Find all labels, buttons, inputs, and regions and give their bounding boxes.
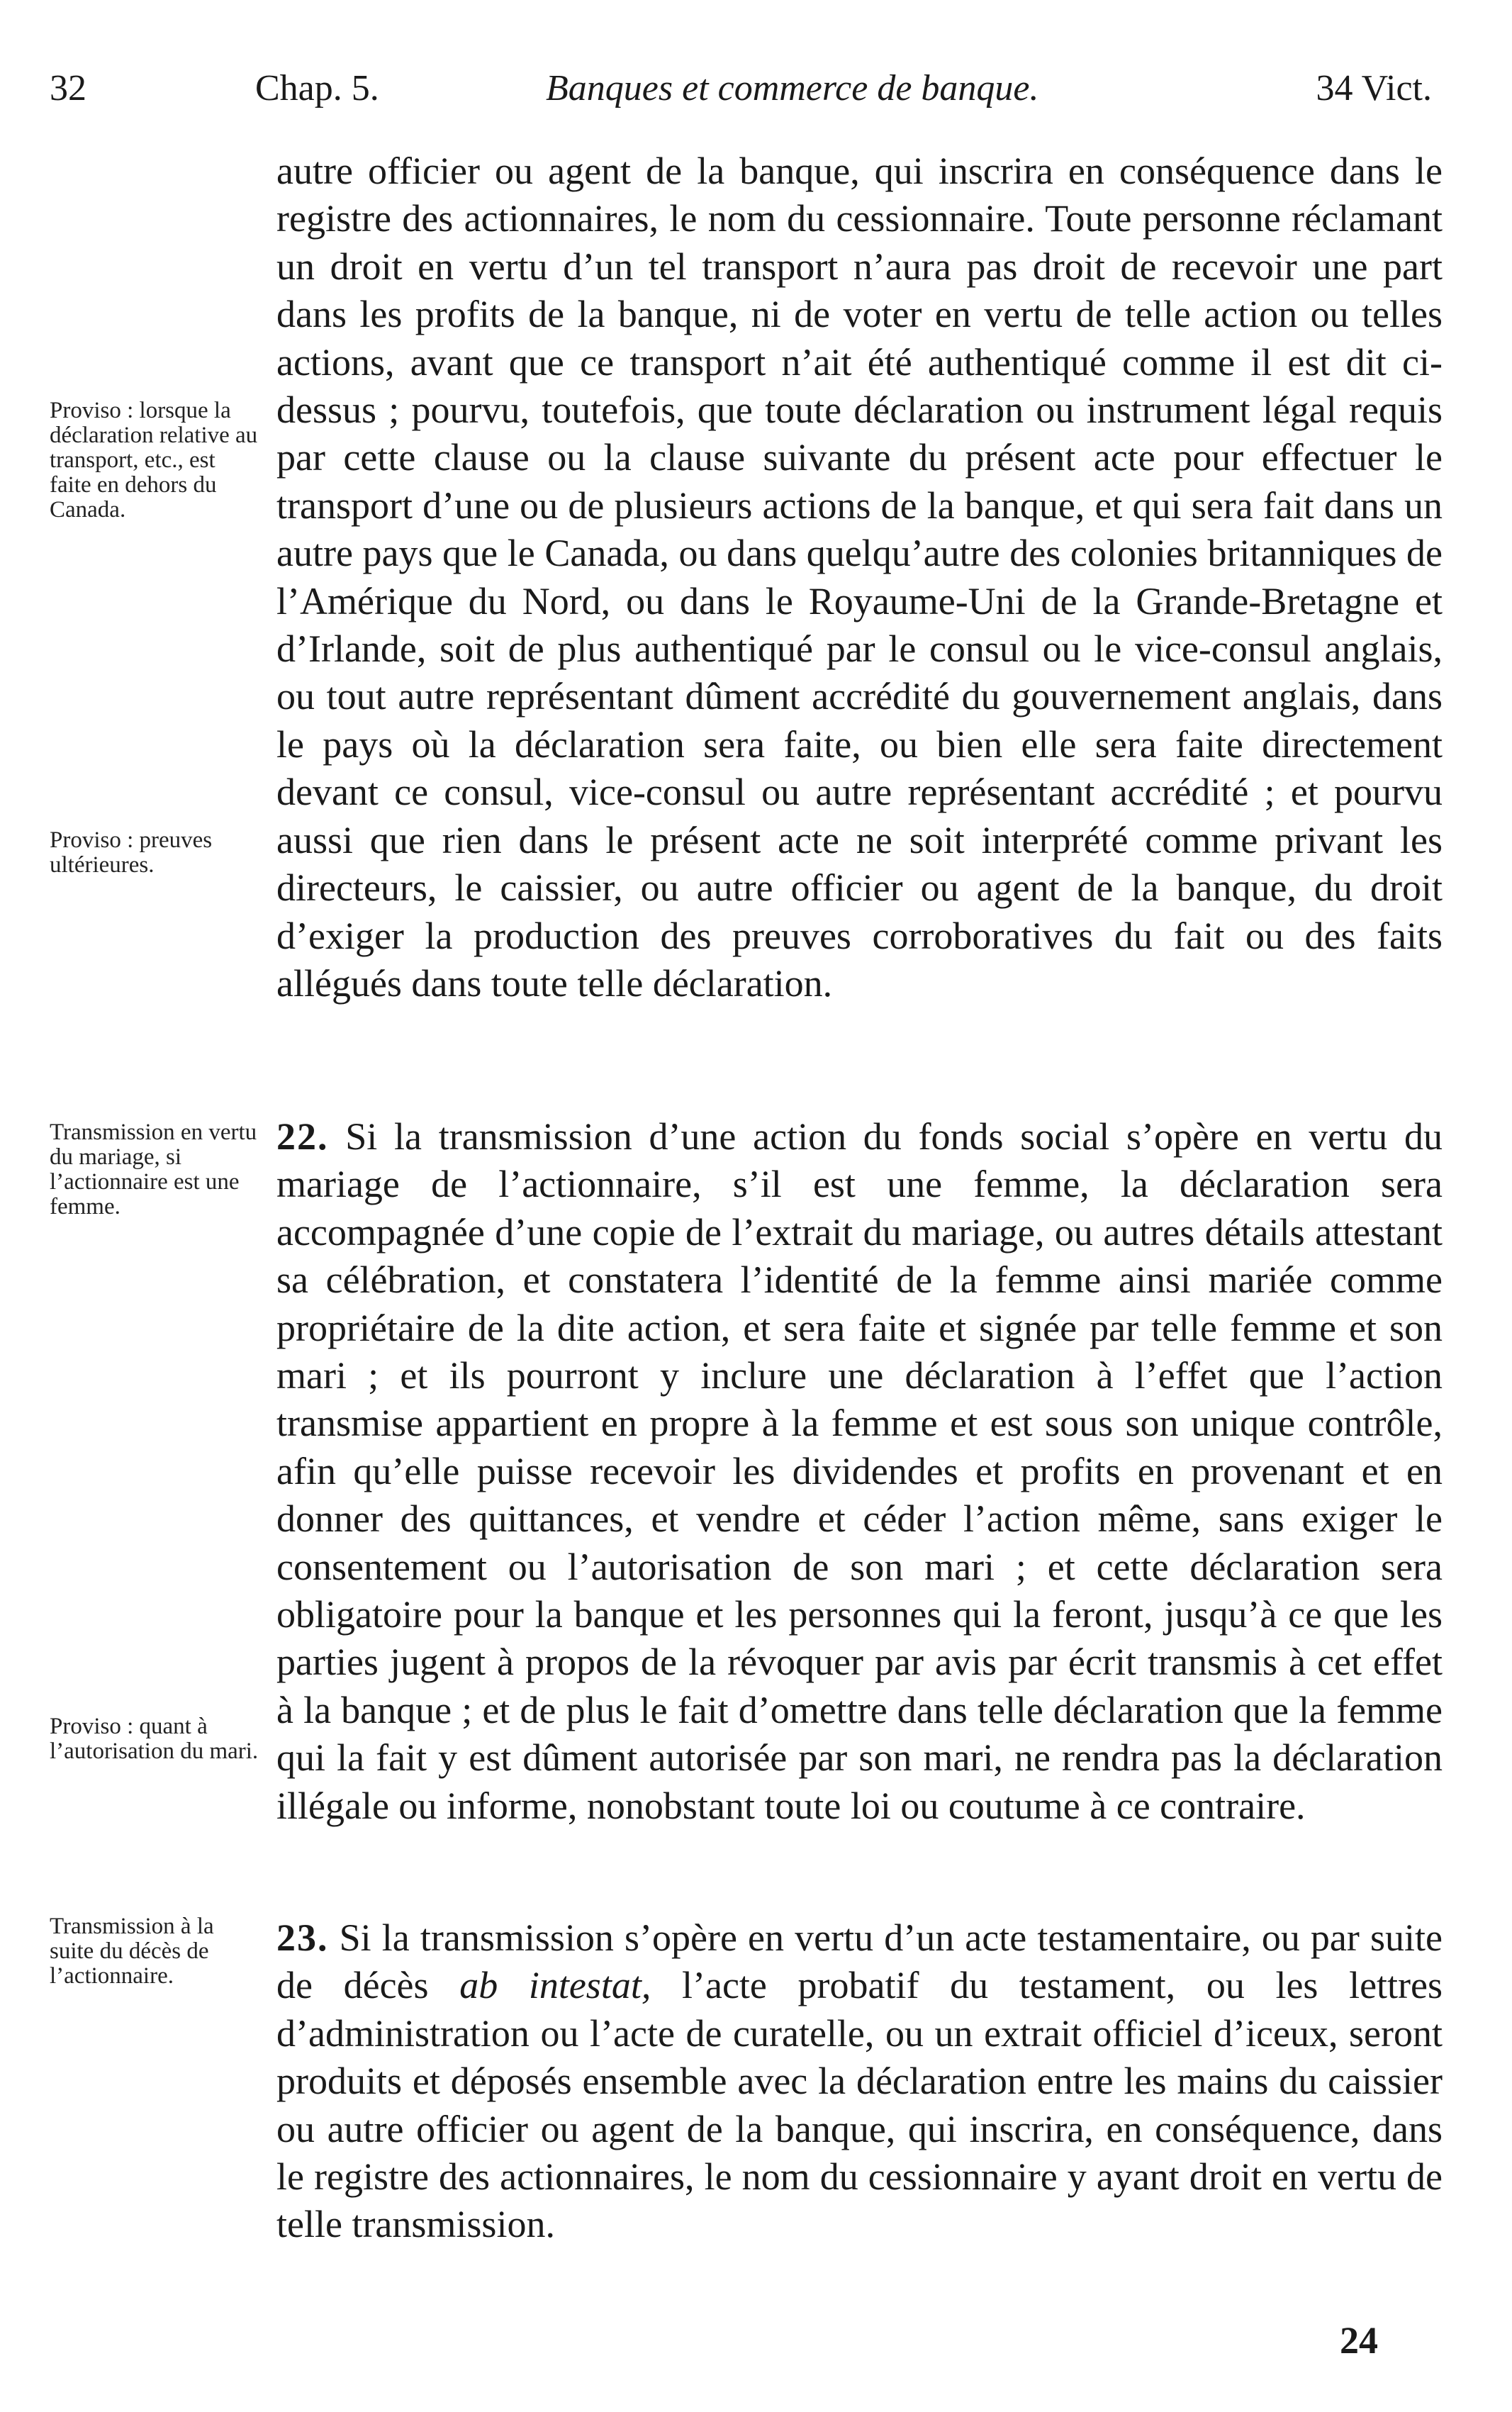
section-number: 22. <box>276 1115 329 1158</box>
section-22 <box>276 1113 1443 1830</box>
page-number: 32 <box>50 68 86 108</box>
catchword: 24 <box>1340 2319 1378 2362</box>
section-23 <box>276 1914 1443 2249</box>
margin-note-proviso-preuves: Proviso : preuves ultérieures. <box>50 827 213 878</box>
section-text: Si la transmission d’une action du fonds social s’opère en vertu du mariage de l’actionnaire, s’il est une femme, la déclaration sera accompagnée d’une copie de l’extrait du mariage, ou autres détails attestant sa célébration, et constatera l’identité de la femme ainsi mariée comme propriétaire de la dite action, et sera faite et signée par telle femme et son mari ; et ils pourront y inclure une déclaration à l’effet que l’action transmise appartient en propre à la femme et est sous son unique contrôle, afin qu’elle puisse recevoir les dividendes et profits en provenant et en donner des quittances, et vendre et céder l’action même, sans exiger le consentement ou l’autorisation de son mari ; et cette déclaration sera obligatoire pour la banque et les personnes qui la feront, jusqu’à ce que les parties jugent à propos de la révoquer par avis par écrit transmis à cet effet à la banque ; et de plus le fait d’omettre dans telle déclaration que la femme qui la fait y est dûment autorisée par son mari, ne rendra pas la déclaration illégale ou informe, nonobstant toute loi ou coutume à ce contraire. <box>276 1115 1443 1827</box>
margin-note-transmission-deces: Transmission à la suite du décès de l’actionnaire. <box>50 1914 214 1989</box>
regnal-year: 34 Vict. <box>1316 68 1432 108</box>
section-text-end: l’acte probatif du testament, ou les lettres d’administration ou l’acte de curatelle, ou un extrait officiel d’iceux, seront produits et déposés ensemble avec la déclaration entre les mains du caissier ou autre officier ou agent de la banque, qui inscrira, en conséquence, dans le registre des actionnaires, le nom du cessionnaire y ayant droit en vertu de telle transmission. <box>276 1964 1443 2246</box>
latin-term: ab intestat, <box>459 1964 651 2007</box>
section-number: 23. <box>276 1916 329 1959</box>
section-23-paragraph <box>276 1914 1443 2249</box>
margin-note-proviso-declaration: Proviso : lorsque la déclaration relative au transport, etc., est faite en dehors du Canada. <box>50 398 258 523</box>
section-22-paragraph <box>276 1113 1443 1830</box>
margin-note-transmission-mariage: Transmission en vertu du mariage, si l’actionnaire est une femme. <box>50 1120 257 1219</box>
running-title: Banques et commerce de banque. <box>546 68 1039 108</box>
chapter-label: Chap. 5. <box>255 68 379 108</box>
running-header <box>50 67 1432 117</box>
section-text-start: Si la transmission s’opère en vertu d’un acte testamentaire, ou par suite de décès <box>276 1916 1443 2007</box>
paragraph-continuation <box>276 147 1443 1007</box>
paragraph-text: autre officier ou agent de la banque, qui inscrira en conséquence dans le registre des actionnaires, le nom du cessionnaire. Toute personne réclamant un droit en vertu d’un tel transport n’aura pas droit de recevoir une part dans les profits de la banque, ni de voter en vertu de telle action ou telles actions, avant que ce transport n’ait été authentiqué comme il est dit ci-dessus ; pourvu, toutefois, que toute déclaration ou instrument légal requis par cette clause ou la clause suivante du présent acte pour effectuer le transport d’une ou de plusieurs actions de la banque, et qui sera fait dans un autre pays que le Canada, ou dans quelqu’autre des colonies britanniques de l’Amérique du Nord, ou dans le Royaume-Uni de la Grande-Bretagne et d’Irlande, soit de plus authentiqué par le consul ou le vice-consul anglais, ou tout autre représentant dûment accrédité du gouvernement anglais, dans le pays où la déclaration sera faite, ou bien elle sera faite directement devant ce consul, vice-consul ou autre représentant accrédité ; et pourvu aussi que rien dans le présent acte ne soit interprété comme privant les directeurs, le caissier, ou autre officier ou agent de la banque, du droit d’exiger la production des preuves corroboratives du fait ou des faits allégués dans toute telle déclaration. <box>276 150 1443 1005</box>
margin-note-proviso-mari: Proviso : quant à l’autorisation du mari. <box>50 1714 259 1764</box>
